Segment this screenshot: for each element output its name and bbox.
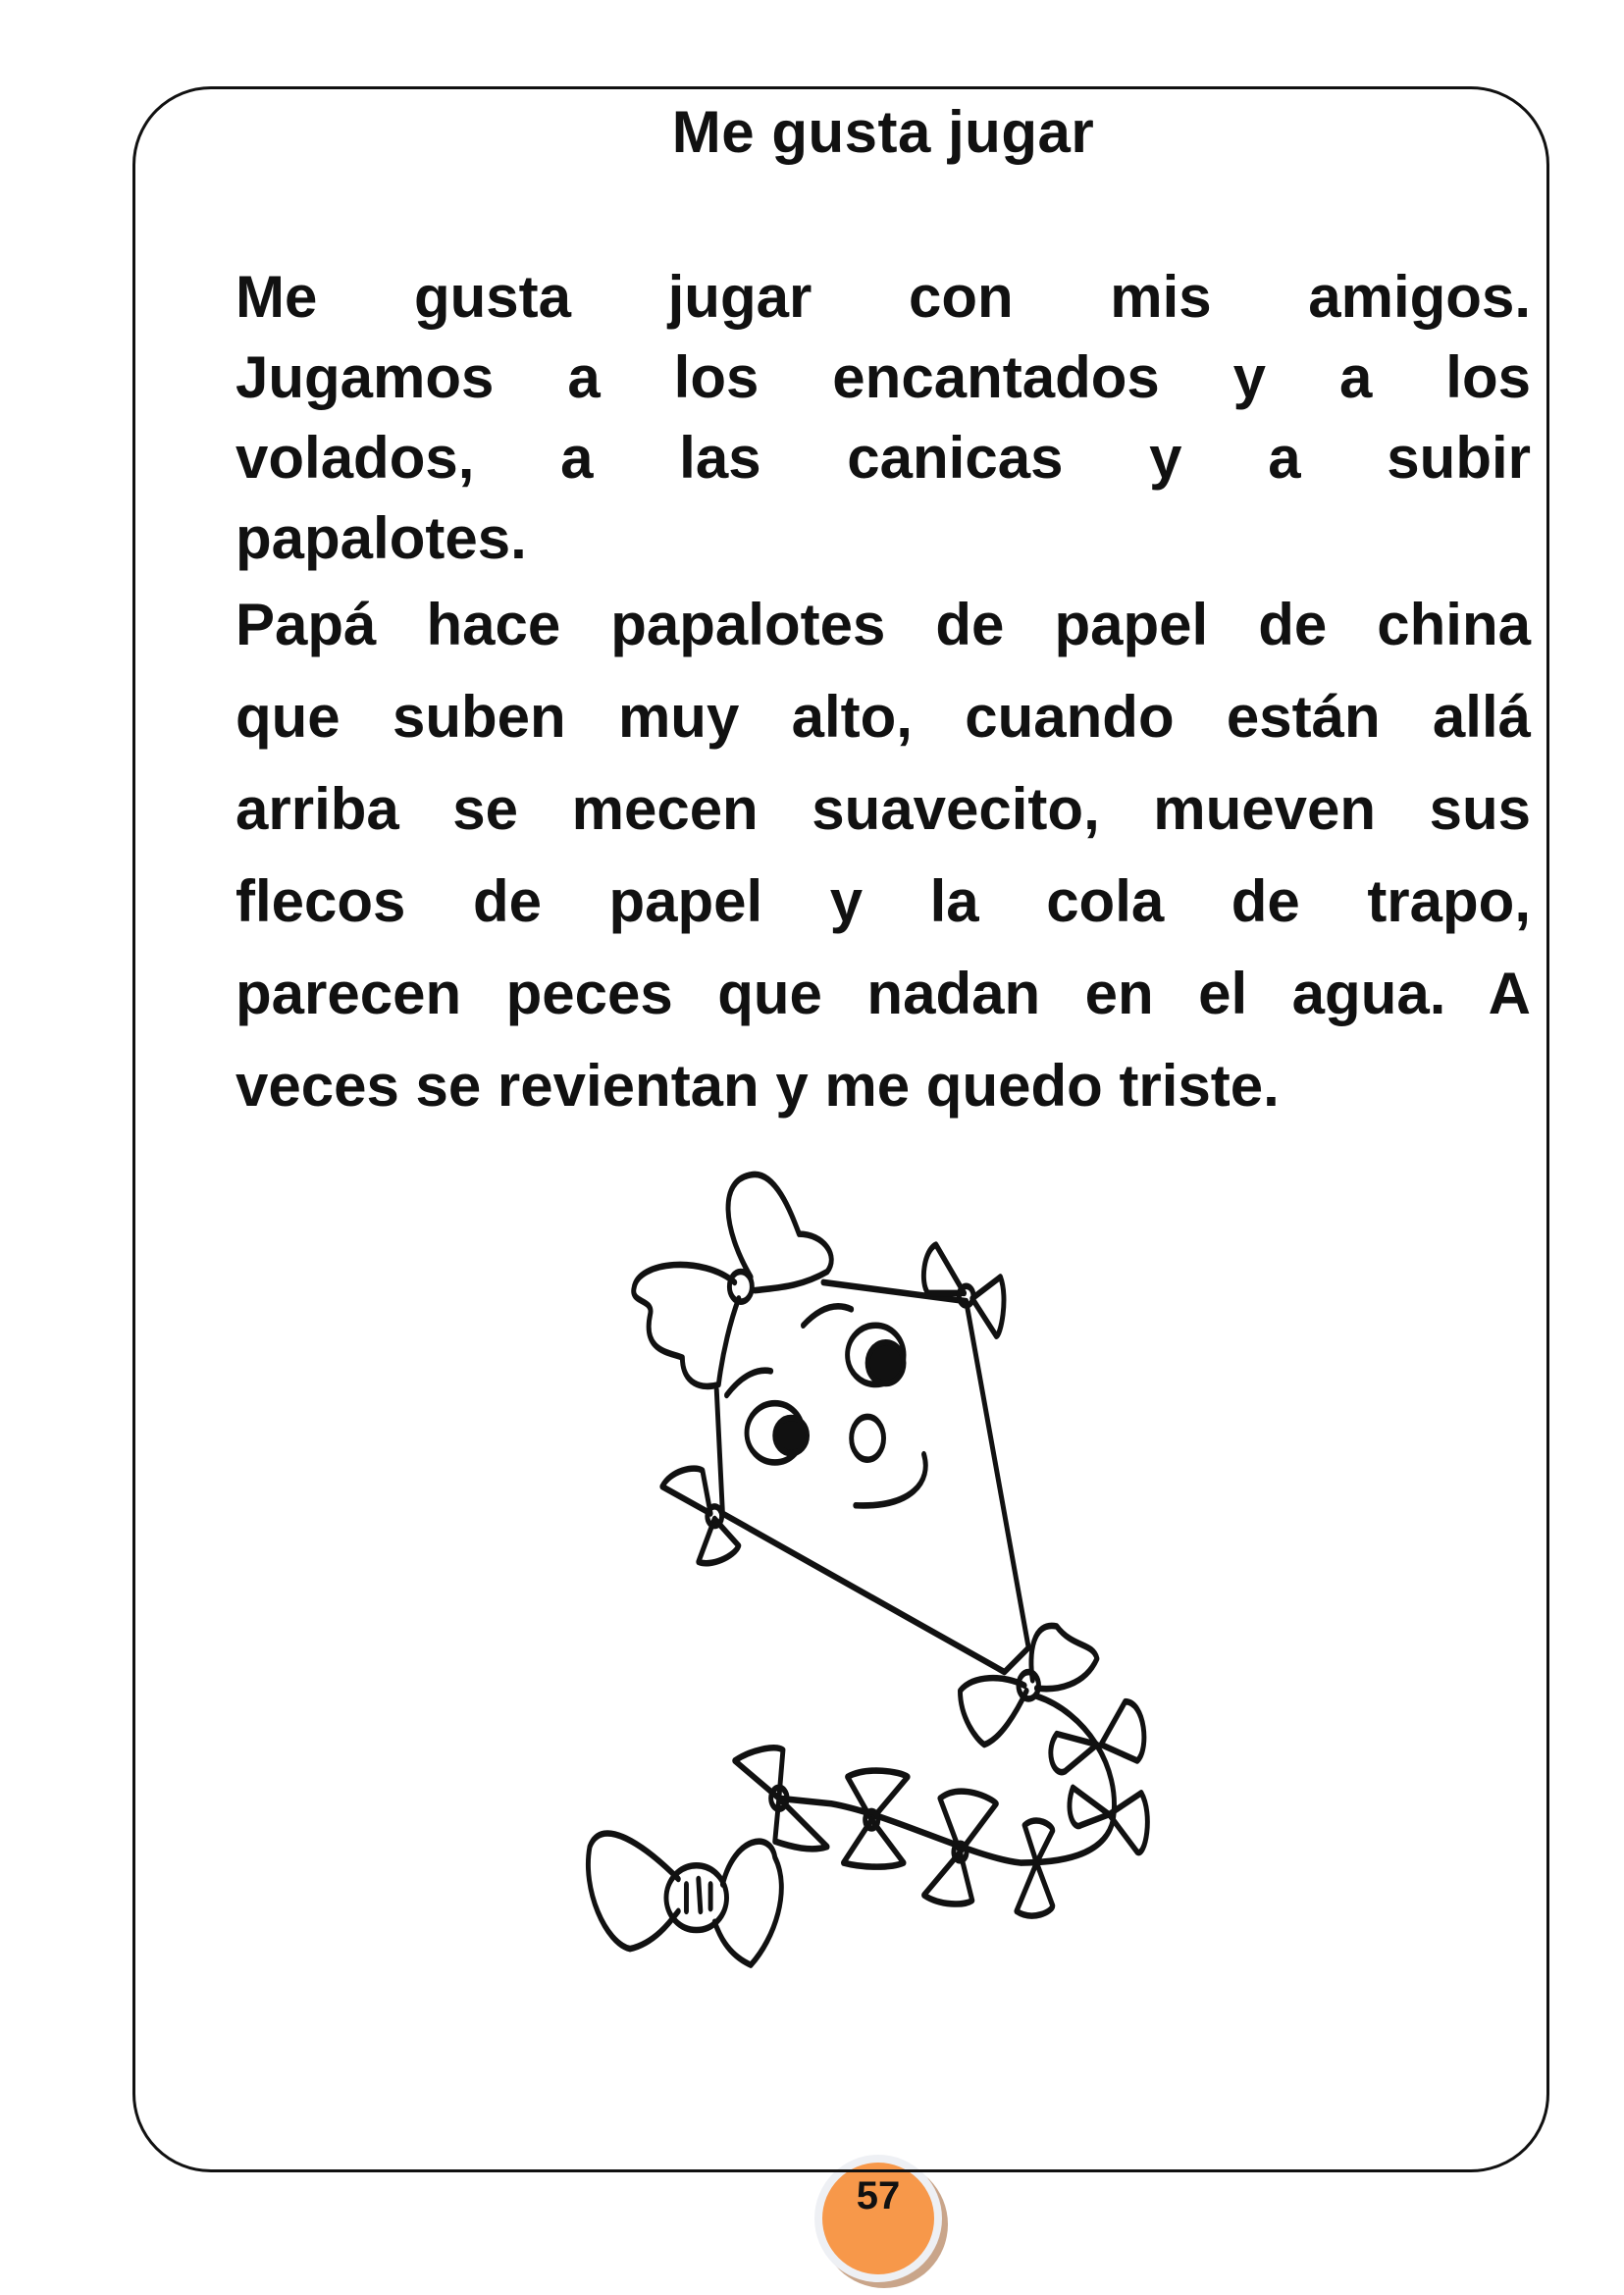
- page-number-badge: [814, 2155, 952, 2292]
- kite-face: [727, 1306, 926, 1505]
- text-line: Me gusta jugar con mis amigos.: [236, 264, 1531, 330]
- text-line: volados, a las canicas y a subir: [236, 425, 1531, 491]
- kite-tail: [735, 1696, 1148, 1916]
- page-title: Me gusta jugar: [671, 99, 1095, 165]
- paragraph-1: [236, 257, 1531, 579]
- text-line: veces se revientan y me quedo triste.: [236, 1053, 1280, 1119]
- bow-top-left: [634, 1174, 832, 1386]
- kite-illustration: [550, 1148, 1178, 1992]
- kite-body: [716, 1282, 1028, 1672]
- text-line: arriba se mecen suavecito, mueven sus: [236, 776, 1531, 842]
- paragraph-2: [236, 579, 1531, 1132]
- page-number: 57: [856, 2174, 901, 2217]
- text-line: parecen peces que nadan en el agua. A: [236, 961, 1531, 1026]
- text-line: que suben muy alto, cuando están allá: [236, 684, 1531, 750]
- text-line: Papá hace papalotes de papel de china: [236, 592, 1531, 657]
- bow-tail-end: [588, 1833, 781, 1964]
- text-line: papalotes.: [236, 505, 527, 571]
- bow-top-right: [923, 1245, 1004, 1336]
- text-line: flecos de papel y la cola de trapo,: [236, 868, 1531, 934]
- text-line: Jugamos a los encantados y a los: [236, 344, 1531, 410]
